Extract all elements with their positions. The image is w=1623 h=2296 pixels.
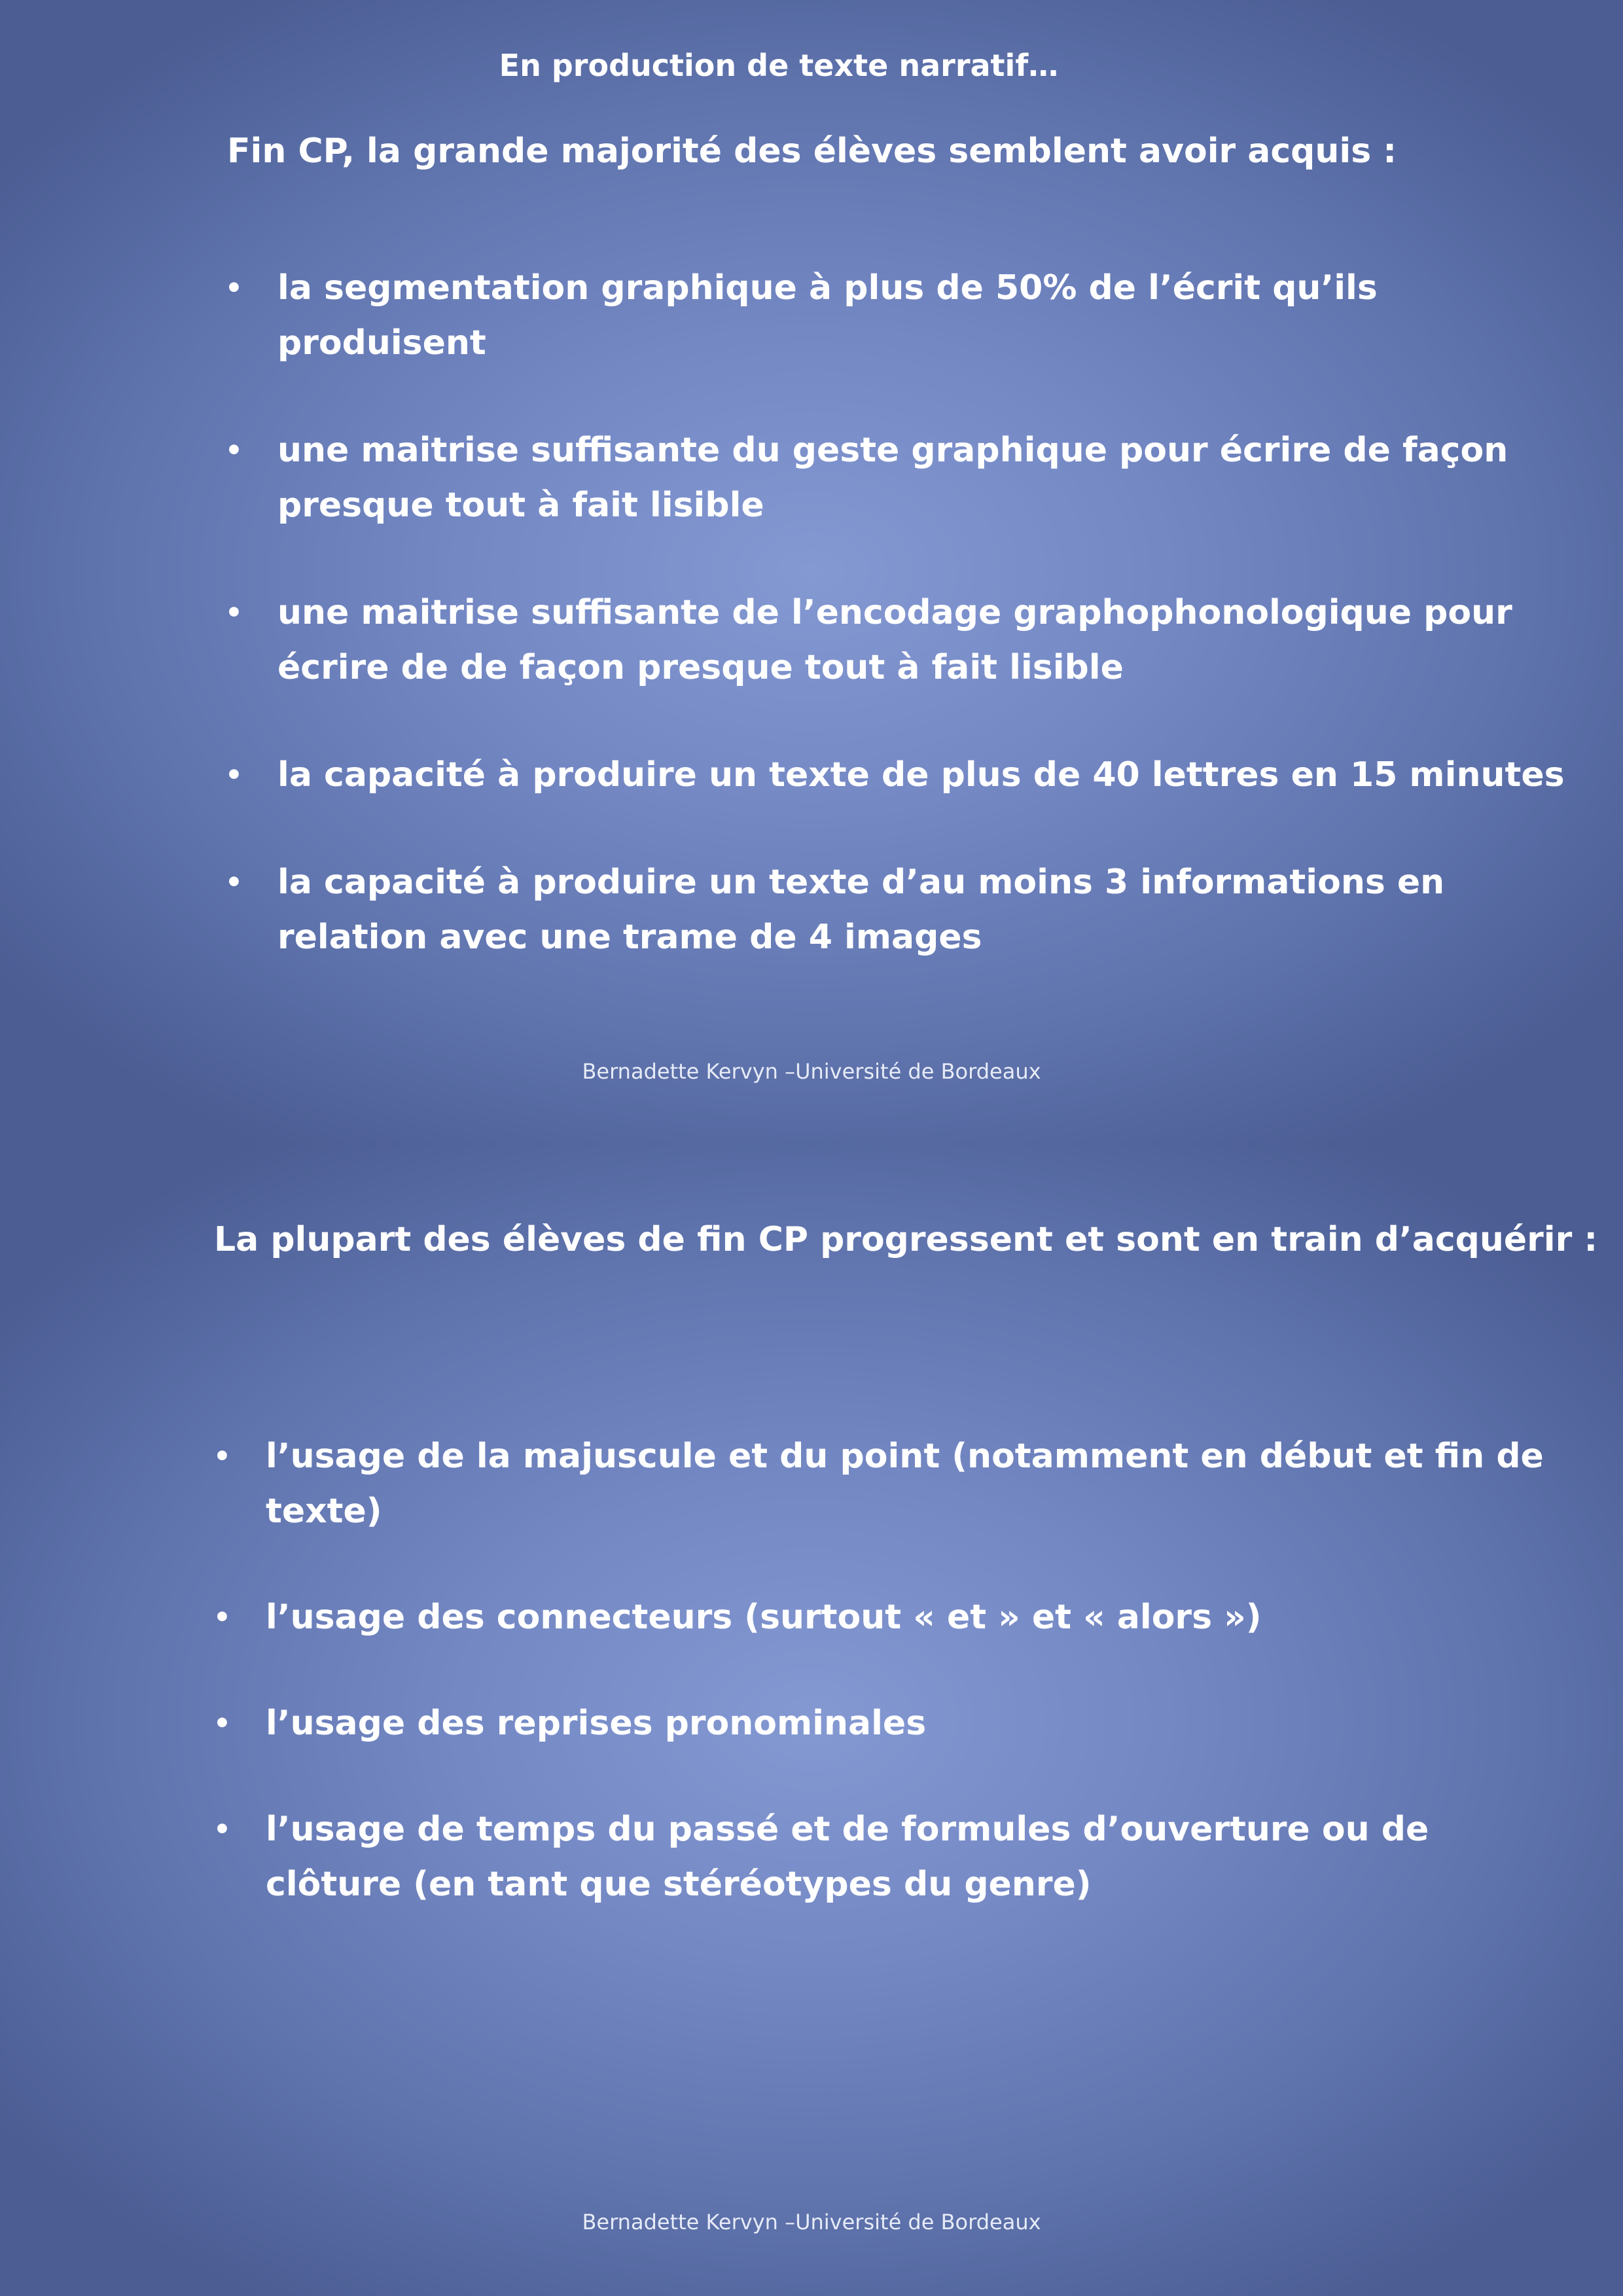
slide-1-footer: Bernadette Kervyn –Université de Bordeaux: [582, 1059, 1041, 1084]
bullet-item: [223, 585, 1564, 695]
bullet-item: [223, 260, 1564, 370]
bullet-line: l’usage des connecteurs (surtout « et » et « alors »): [266, 1598, 1262, 1637]
bullet-icon: •: [213, 1813, 231, 1845]
bullet-icon: •: [213, 1601, 231, 1633]
bullet-item: [211, 1802, 1559, 1912]
slide-2-bullet-list: [211, 1429, 1559, 1963]
slide-1-heading: Fin CP, la grande majorité des élèves semblent avoir acquis :: [227, 132, 1397, 171]
bullet-line: l’usage de la majuscule et du point (notamment en début et fin de: [266, 1437, 1544, 1476]
bullet-line: l’usage de temps du passé et de formules d’ouverture ou de: [266, 1810, 1429, 1849]
bullet-icon: •: [213, 1440, 231, 1472]
bullet-item: [211, 1590, 1559, 1645]
slide-1: [0, 0, 1623, 1144]
bullet-line: écrire de de façon presque tout à fait lisible: [277, 648, 1124, 687]
slide-2-footer: Bernadette Kervyn –Université de Bordeaux: [582, 2210, 1041, 2234]
top-title: En production de texte narratif…: [499, 48, 1059, 83]
bullet-line: produisent: [277, 323, 486, 363]
bullet-icon: •: [225, 866, 243, 898]
bullet-line: presque tout à fait lisible: [277, 486, 764, 525]
bullet-icon: •: [225, 759, 243, 791]
bullet-line: la segmentation graphique à plus de 50% de l’écrit qu’ils: [277, 268, 1378, 308]
bullet-item: [223, 423, 1564, 533]
slide-2: [0, 1144, 1623, 2296]
bullet-line: relation avec une trame de 4 images: [277, 918, 982, 957]
bullet-item: [223, 855, 1564, 965]
bullet-item: [211, 1696, 1559, 1751]
bullet-line: texte): [266, 1492, 382, 1531]
bullet-line: l’usage des reprises pronominales: [266, 1704, 927, 1743]
bullet-line: la capacité à produire un texte d’au moins 3 informations en: [277, 863, 1445, 902]
bullet-icon: •: [225, 596, 243, 628]
bullet-item: [223, 747, 1564, 802]
bullet-icon: •: [225, 272, 243, 304]
bullet-icon: •: [213, 1707, 231, 1739]
slide-1-bullet-list: [223, 260, 1564, 1017]
bullet-line: une maitrise suffisante du geste graphique pour écrire de façon: [277, 431, 1508, 470]
slide-2-heading: La plupart des élèves de fin CP progressent et sont en train d’acquérir :: [214, 1220, 1598, 1259]
bullet-item: [211, 1429, 1559, 1539]
bullet-line: la capacité à produire un texte de plus de 40 lettres en 15 minutes: [277, 755, 1565, 795]
bullet-line: clôture (en tant que stéréotypes du genre): [266, 1865, 1092, 1904]
bullet-line: une maitrise suffisante de l’encodage graphophonologique pour: [277, 593, 1512, 632]
bullet-icon: •: [225, 434, 243, 466]
